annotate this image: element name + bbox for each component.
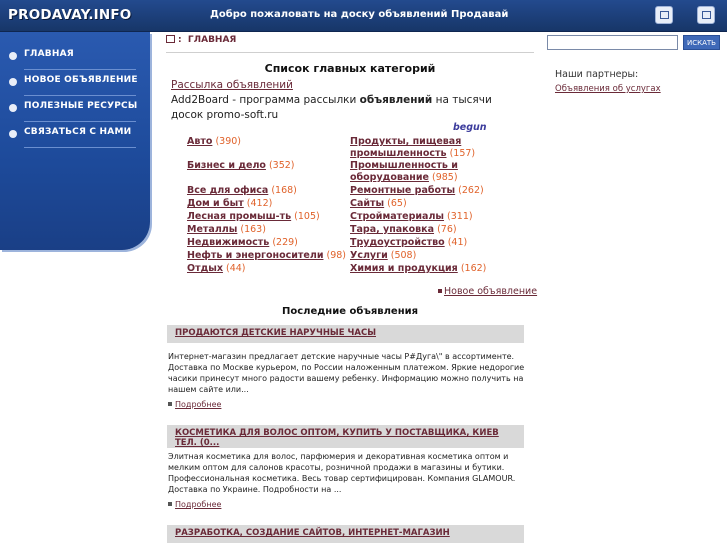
more-link[interactable]: Подробнее <box>168 400 221 409</box>
promo-text: Add2Board - программа рассылки объявлений на тысячи досок promo-soft.ru <box>171 94 492 121</box>
home-icon[interactable] <box>166 35 175 43</box>
more-link[interactable]: Подробнее <box>168 500 221 509</box>
category-item[interactable]: Дом и быт (412) <box>187 198 273 209</box>
search-input[interactable] <box>547 35 678 50</box>
home-icon[interactable] <box>655 6 673 24</box>
category-item[interactable]: Ремонтные работы (262) <box>350 185 484 196</box>
category-item[interactable]: Все для офиса (168) <box>187 185 297 196</box>
category-item[interactable]: Продукты, пищевая промышленность (157) <box>350 136 476 159</box>
category-item[interactable]: Услуги (508) <box>350 250 417 261</box>
category-item[interactable]: Промышленность и оборудование (985) <box>350 160 458 183</box>
begun-logo[interactable]: begun <box>453 122 487 133</box>
latest-ads-title: Последние объявления <box>281 306 419 317</box>
ad-description: Элитная косметика для волос, парфюмерия и декоративная косметика оптом и мелким оптом для салонов красоты, розничной продажи в магазины и бутики. Профессиональная косметика. Весь товар сертифицирован. Компания GLAMOUR. Доставка по Украине. Подробности на ... <box>168 452 516 494</box>
bullet-icon <box>168 502 172 506</box>
category-item[interactable]: Авто (390) <box>187 136 241 147</box>
category-item[interactable]: Химия и продукция (162) <box>350 263 487 274</box>
ad-description: Интернет-магазин предлагает детские наручные часы Р#Дуга\" в ассортименте. Доставка по Москве курьером, по России наложенным платежом. Яркие недорогие часики принесут много радости вашему ребенку. Информацию можно получить на нашем сайте или... <box>168 352 525 394</box>
new-ad-link[interactable]: Новое объявление <box>438 286 537 297</box>
category-item[interactable]: Лесная промыш-ть (105) <box>187 211 320 222</box>
header-bar <box>0 0 727 32</box>
bullet-icon <box>438 289 442 293</box>
page-title: Список главных категорий <box>264 62 436 75</box>
breadcrumb-separator: : <box>178 35 182 45</box>
ad-title-link[interactable]: РАЗРАБОТКА, СОЗДАНИЕ САЙТОВ, ИНТЕРНЕТ-МАГАЗИН <box>167 525 524 543</box>
sidebar <box>0 32 150 250</box>
bullet-icon <box>9 78 17 86</box>
category-item[interactable]: Сайты (65) <box>350 198 407 209</box>
category-item[interactable]: Трудоустройство (41) <box>350 237 468 248</box>
sidebar-item-new-ad[interactable] <box>0 70 140 96</box>
bullet-icon <box>9 104 17 112</box>
partners-title: Наши партнеры: <box>555 69 639 80</box>
bullet-icon <box>168 402 172 406</box>
sidebar-item-label[interactable]: ГЛАВНАЯ <box>24 49 74 59</box>
ad-title-link[interactable]: ПРОДАЮТСЯ ДЕТСКИЕ НАРУЧНЫЕ ЧАСЫ <box>167 325 524 343</box>
sidebar-item-home[interactable] <box>0 44 140 70</box>
welcome-text: Добро пожаловать на доску объявлений Продавай <box>210 9 509 20</box>
search-button[interactable]: ИСКАТЬ <box>683 35 720 50</box>
promo-link[interactable]: Рассылка объявлений <box>171 79 293 91</box>
category-item[interactable]: Недвижимость (229) <box>187 237 298 248</box>
category-item[interactable]: Бизнес и дело (352) <box>187 160 295 171</box>
bullet-icon <box>9 130 17 138</box>
category-item[interactable]: Отдых (44) <box>187 263 246 274</box>
category-item[interactable]: Металлы (163) <box>187 224 266 235</box>
category-item[interactable]: Тара, упаковка (76) <box>350 224 457 235</box>
bullet-icon <box>9 52 17 60</box>
partners-link[interactable]: Объявления об услугах <box>555 84 661 94</box>
sidebar-item-resources[interactable] <box>0 96 140 122</box>
mail-icon[interactable] <box>697 6 715 24</box>
divider <box>24 147 136 148</box>
category-item[interactable]: Нефть и энергоносители (98) <box>187 250 347 261</box>
sidebar-item-label[interactable]: ПОЛЕЗНЫЕ РЕСУРСЫ <box>24 101 138 111</box>
sidebar-item-label[interactable]: НОВОЕ ОБЪЯВЛЕНИЕ <box>24 75 138 85</box>
sidebar-item-label[interactable]: СВЯЗАТЬСЯ С НАМИ <box>24 127 132 137</box>
category-item[interactable]: Стройматериалы (311) <box>350 211 473 222</box>
divider <box>166 52 534 53</box>
breadcrumb <box>166 35 236 51</box>
ad-title-link[interactable]: КОСМЕТИКА ДЛЯ ВОЛОС ОПТОМ, КУПИТЬ У ПОСТАВЩИКА, КИЕВ ТЕЛ. (0... <box>167 425 524 448</box>
breadcrumb-current[interactable]: ГЛАВНАЯ <box>187 35 237 45</box>
site-logo[interactable]: PRODAVAY.INFO <box>8 7 132 23</box>
sidebar-item-contact[interactable] <box>0 122 140 148</box>
